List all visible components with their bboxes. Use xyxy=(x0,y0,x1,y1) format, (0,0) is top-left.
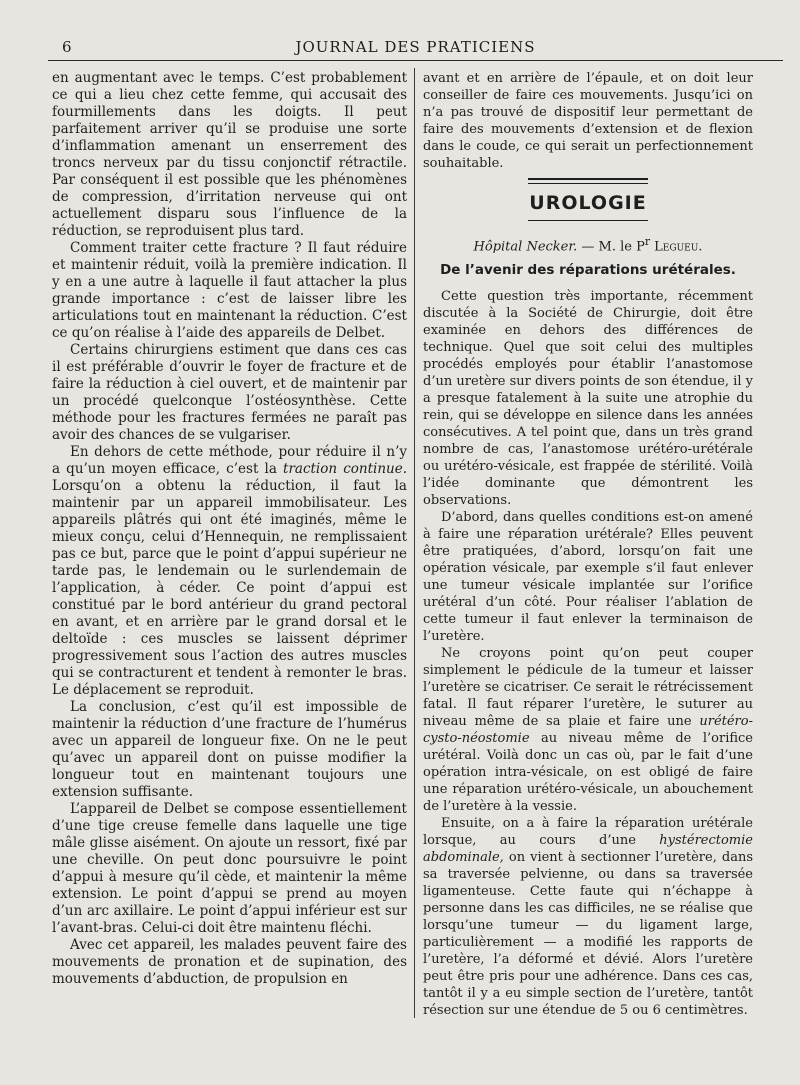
lecture-attribution xyxy=(423,235,753,254)
column-divider xyxy=(414,68,415,1018)
section-rule xyxy=(528,178,648,184)
italic-term: urétéro-cysto-néostomie xyxy=(423,714,753,747)
paragraph: Cette question très importante, récemment discutée à la Société de Chirurgie, doit être examinée en dehors des différences de technique. Quel que soit celui des multiples procédés employés pour établir l’anastomose d’un uretère sur divers points de son étendue, il y a presque fatalement à la suite une atrophie du rein, qui se développe en silence dans les années consécutives. A tel point que, dans un très grand nombre de cas, l’anastomose urétéro-urétérale ou urétéro-vésicale, est frappée de stérilité. Voilà l’idée dominante que démontrent les observations. xyxy=(423,289,753,509)
text-run: au niveau même de l’orifice urétéral. Voilà donc un cas où, par le fait d’une opération intra-vésicale, on est obligé de faire une réparation urétéro-vésicale, un abouchement de l’uretère à la vessie. xyxy=(423,731,753,815)
italic-term: hystérectomie abdominale, xyxy=(423,833,753,866)
professor-name: Legueu. xyxy=(650,239,703,255)
paragraph: Comment traiter cette fracture ? Il faut réduire et maintenir réduit, voilà la première indication. Il y en a une autre à laquelle il faut attacher la plus grande importance : c’est de laisser libre les articulations tout en maintenant la réduction. C’est ce qu’on réalise à l’aide des appareils de Delbet. xyxy=(52,240,407,341)
section-title: UROLOGIE xyxy=(529,192,647,214)
paragraph: La conclusion, c’est qu’il est impossible de maintenir la réduction d’une fracture de l’humérus avec un appareil de longueur fixe. On ne le peut qu’avec un appareil dont on puisse modifier la longueur tout en maintenant toujours une extension suffisante. xyxy=(52,699,407,800)
text-run: En dehors de cette méthode, pour réduire il n’y a qu’un moyen efficace, c’est la xyxy=(52,444,407,477)
italic-term: traction continue. xyxy=(283,461,407,477)
paragraph: Avec cet appareil, les malades peuvent faire des mouvements de pronation et de supination, des mouvements d’abduction, de propulsion en xyxy=(52,937,407,987)
paragraph: avant et en arrière de l’épaule, et on doit leur conseiller de faire ces mouvements. Jusqu’ici on n’a pas trouvé de dispositif leur permettant de faire des mouvements d’extension et de flexion dans le coude, ce qui serait un perfectionnement souhaitable. xyxy=(423,71,753,171)
running-header xyxy=(48,36,783,61)
page-number: 6 xyxy=(62,38,72,56)
text-run: Ensuite, on a à faire la réparation urétérale lorsque, au cours d’une xyxy=(423,816,753,849)
text-run: Lorsqu’on a obtenu la réduction, il faut la maintenir par un appareil immobilisateur. Les appareils plâtrés qui ont été imaginés, même le mieux conçu, celui d’Hennequin, ne remplissaient pas ce but, parce que le point d’appui supérieur ne tarde pas, le lendemain ou le surlendemain de l’application, à céder. Ce point d’appui est constitué par le bord antérieur du grand pectoral en avant, et en arrière par le grand dorsal et le deltoïde : ces muscles se laissent déprimer progressivement sous l’action des autres muscles qui se contracturent et tendent à remonter le bras. Le déplacement se reproduit. xyxy=(52,478,407,698)
paragraph xyxy=(423,645,753,815)
paragraph: L’appareil de Delbet se compose essentiellement d’une tige creuse femelle dans laquelle une tige mâle glisse aisément. On ajoute un ressort, fixé par une cheville. On peut donc poursuivre le point d’appui à mesure qu’il cède, et maintenir la même extension. Le point d’appui se prend au moyen d’un arc axillaire. Le point d’appui inférieur est sur l’avant-bras. Celui-ci doit être maintenu fléchi. xyxy=(52,801,407,936)
paragraph: en augmentant avec le temps. C’est probablement ce qui a lieu chez cette femme, qui accusait des fourmillements dans les doigts. Il peut parfaitement arriver qu’il se produise une sorte d’inflammation amenant un enserrement des troncs nerveux par du tissu conjonctif rétractile. Par conséquent il est possible que les phénomènes de compression, d’irritation nerveuse qui ont actuellement disparu sous l’influence de la réduction, se reproduisent plus tard. xyxy=(52,70,407,239)
paragraph: D’abord, dans quelles conditions est-on amené à faire une réparation urétérale? Elles peuvent être pratiquées, d’abord, lorsqu’on fait une opération vésicale, par exemple s’il faut enlever une tumeur vésicale implantée sur l’orifice urétéral d’un côté. Pour réaliser l’ablation de cette tumeur il faut enlever la terminaison de l’uretère. xyxy=(423,510,753,645)
hospital-name: Hôpital Necker. xyxy=(473,239,578,255)
article-title: De l’avenir des réparations urétérales. xyxy=(440,262,736,279)
paragraph xyxy=(52,444,407,699)
text-run: Ne croyons point qu’on peut couper simplement le pédicule de la tumeur et laisser l’uretère se cicatriser. Ce serait le rétrécissement fatal. Il faut réparer l’uretère, le suturer au niveau même de sa plaie et faire une xyxy=(423,646,753,730)
right-column xyxy=(423,70,753,1019)
paragraph xyxy=(423,815,753,1019)
section-rule xyxy=(528,220,648,221)
superscript: r xyxy=(644,235,651,248)
left-column xyxy=(52,70,407,988)
text-run: — M. le P xyxy=(577,239,645,255)
journal-title: JOURNAL DES PRATICIENS xyxy=(295,38,536,56)
text-run: on vient à sectionner l’uretère, dans sa traversée pelvienne, ou dans sa traversée ligamenteuse. Cette faute qui n’échappe à personne dans les cas difficiles, ne se réalise que lorsqu’une tumeur — du ligament large, particulièrement — a modifié les rapports de l’uretère, l’a déformé et dévié. Alors l’uretère peut être pris pour une adhérence. Dans ces cas, tantôt il y a eu simple section de l’uretère, tantôt résection sur une étendue de 5 ou 6 centimètres. xyxy=(423,850,753,1019)
paragraph: Certains chirurgiens estiment que dans ces cas il est préférable d’ouvrir le foyer de fracture et de faire la réduction à ciel ouvert, et de maintenir par un procédé quelconque l’ostéosynthèse. Cette méthode pour les fractures fermées ne paraît pas avoir des chances de se vulgariser. xyxy=(52,342,407,443)
